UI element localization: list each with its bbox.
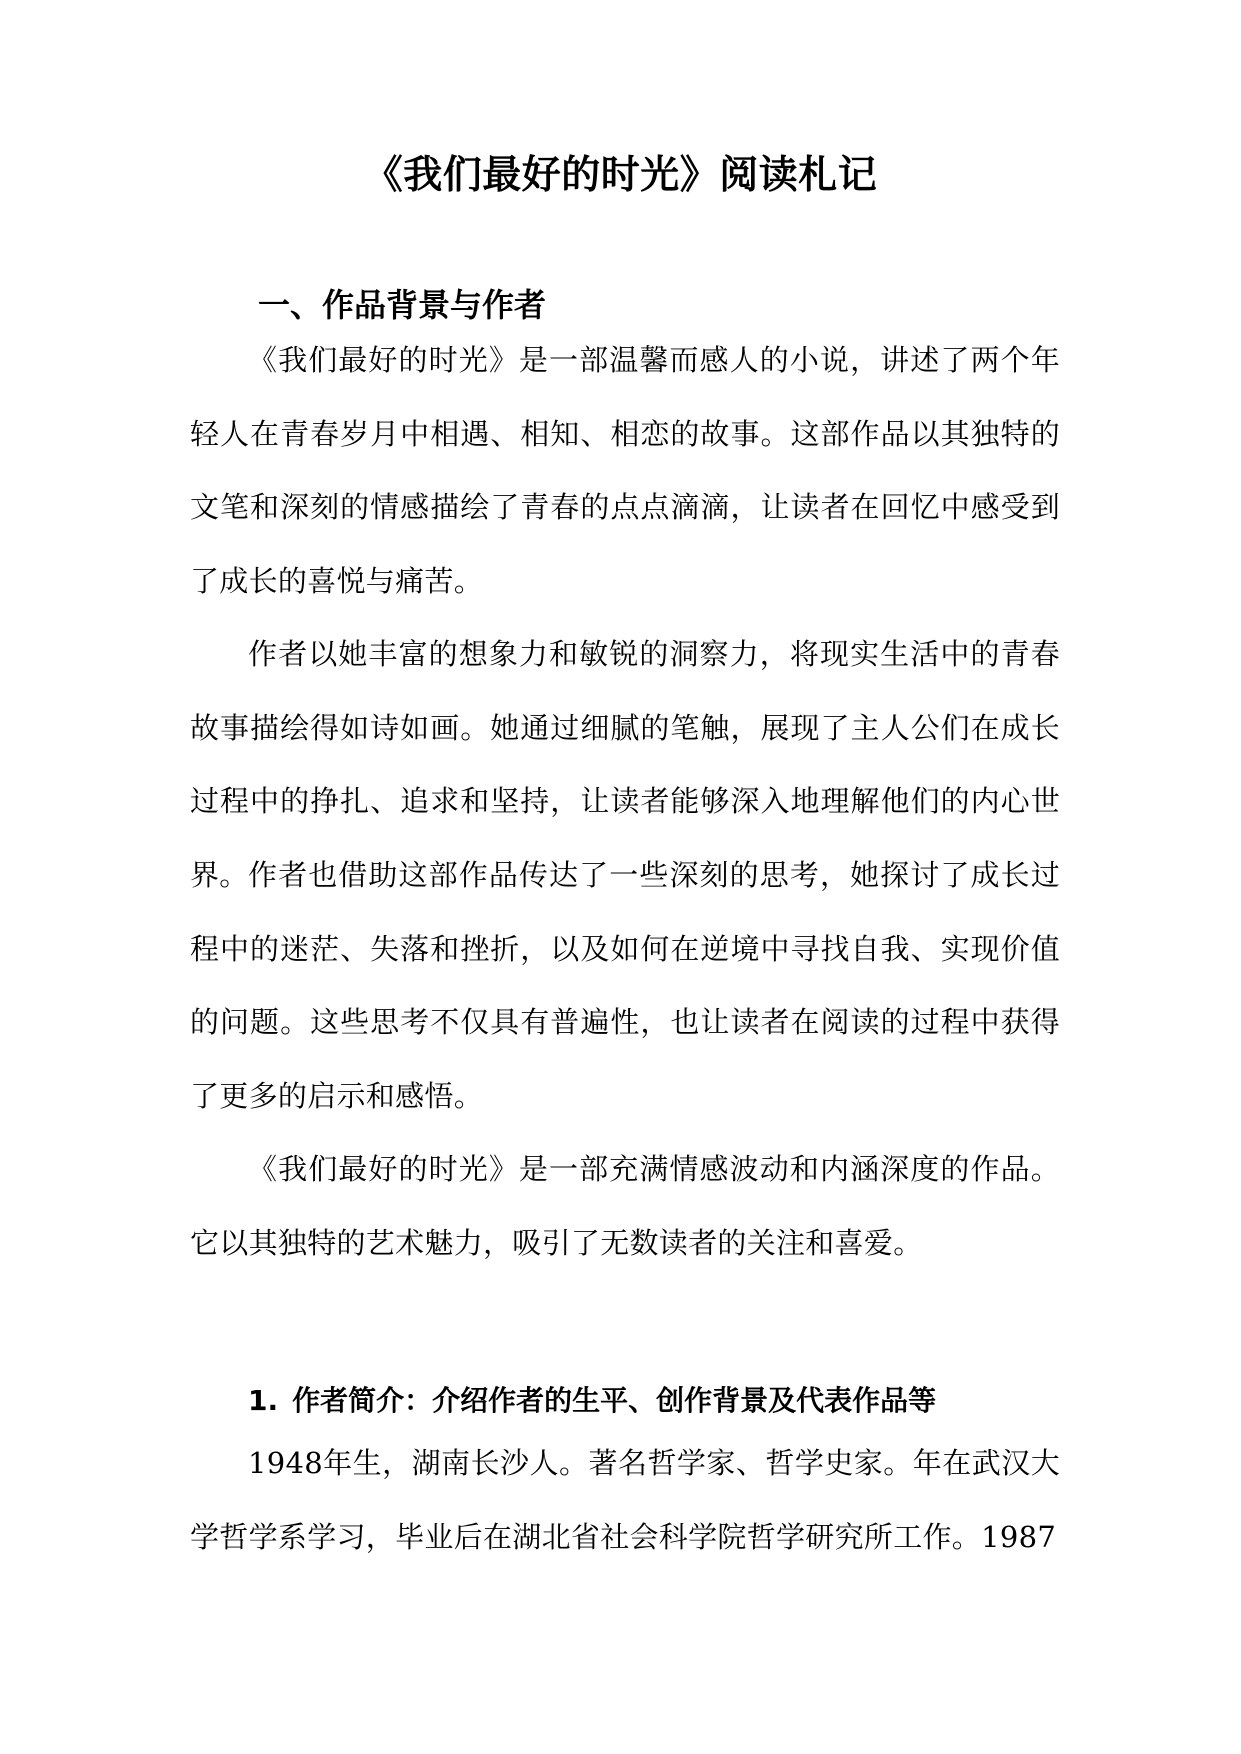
body-paragraph: 作者也借助这部作品传达了一些深刻的思考，她探讨了成长过程中的迷茫、失落和挫折，以及如何在逆境中寻找自我、实现价值的问题。这些思考不仅具有普遍性，也让读者在阅读的过程中获得了更多的启示和感悟。: [190, 858, 1060, 1113]
subsection-title: 作者简介：介绍作者的生平、创作背景及代表作品等: [292, 1384, 937, 1417]
body-paragraph: 《我们最好的时光》是一部温馨而感人的小说，讲述了两个年轻人在青春岁月中相遇、相知、相恋的故事。这部作品以其独特的文笔和深刻的情感描绘了青春的点点滴滴，让读者在回忆中感受到了成长的喜悦与痛苦。: [190, 343, 1060, 598]
document-title: 《我们最好的时光》阅读札记: [363, 153, 878, 198]
body-paragraph: 作者以她丰富的想象力和敏锐的洞察力，将现实生活中的青春故事描绘得如诗如画。她通过细腻的笔触，展现了主人公们在成长过程中的挣扎、追求和坚持，让读者能够深入地理解他们的内心世界。: [190, 637, 1060, 892]
body-paragraph: 1948年生，湖南长沙人。著名哲学家、哲学史家。年在武汉大学哲学系学习，毕业后在湖北省社会科学院哲学研究所工作。1987: [190, 1446, 1060, 1554]
section-heading: 一、作品背景与作者: [258, 286, 547, 324]
subsection-heading: [248, 1378, 936, 1424]
body-paragraph: 《我们最好的时光》是一部充满情感波动和内涵深度的作品。它以其独特的艺术魅力，吸引了无数读者的关注和喜爱。: [190, 1152, 1060, 1260]
subsection-number: 1.: [248, 1384, 279, 1417]
